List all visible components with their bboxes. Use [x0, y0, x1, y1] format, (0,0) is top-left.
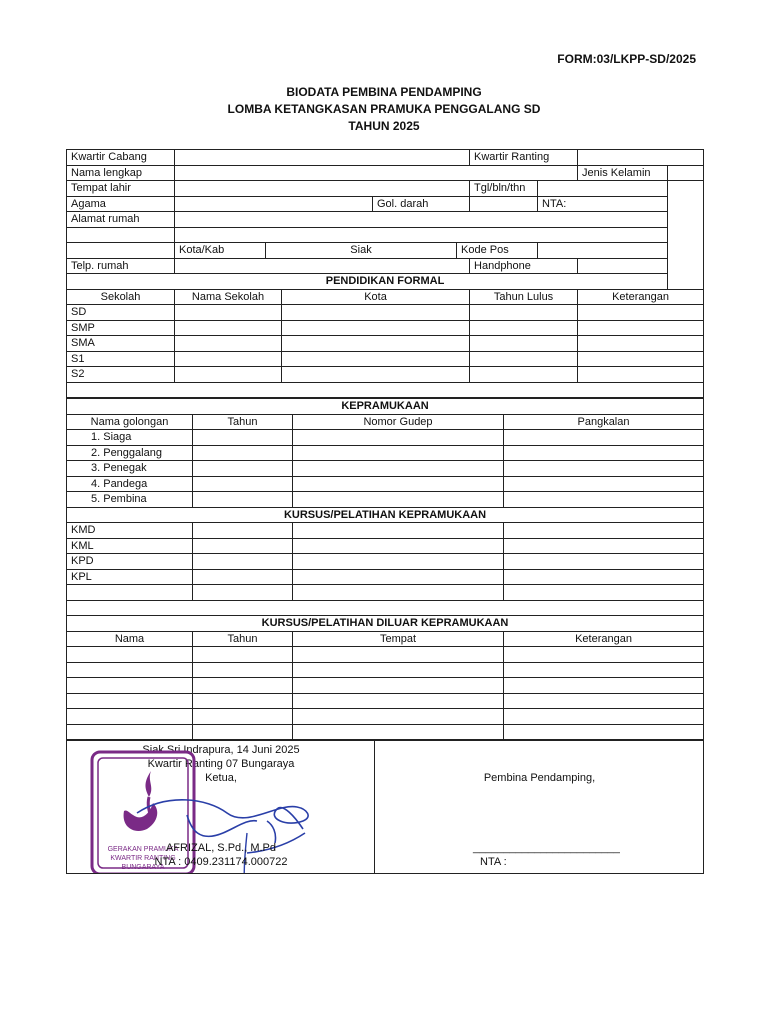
stamp-line-2: KWARTIR RANTING [110, 855, 176, 862]
cell-nomor-gudep[interactable] [293, 492, 504, 508]
field-kode-pos[interactable] [538, 243, 668, 259]
table-row [67, 320, 704, 336]
table-row [67, 430, 704, 446]
cell-tahun[interactable] [193, 523, 293, 539]
cell-tempat[interactable] [293, 662, 504, 678]
cell-keterangan[interactable] [578, 320, 704, 336]
table-row [67, 538, 704, 554]
cell-nama-sekolah[interactable] [175, 336, 282, 352]
field-tgl-bln-thn[interactable] [538, 181, 668, 197]
label-kota-kab: Kota/Kab [175, 243, 266, 259]
table-row [67, 662, 704, 678]
row-label-sd: SD [67, 305, 175, 321]
cell-pangkalan[interactable] [504, 461, 704, 477]
cell-kota[interactable] [282, 367, 470, 383]
header-nomor-gudep: Nomor Gudep [293, 414, 504, 430]
cell-tempat[interactable] [293, 709, 504, 725]
signature-left [67, 741, 375, 874]
label-telp-rumah: Telp. rumah [67, 258, 175, 274]
label-jenis-kelamin: Jenis Kelamin [578, 165, 668, 181]
cell-pangkalan[interactable] [504, 445, 704, 461]
cell-tahun-lulus[interactable] [470, 351, 578, 367]
row-label-siaga: 1. Siaga [67, 430, 193, 446]
field-alamat-rumah[interactable] [175, 212, 668, 228]
header-tahun: Tahun [193, 414, 293, 430]
row-label-penegak: 3. Penegak [67, 461, 193, 477]
cell-nama-sekolah[interactable] [175, 320, 282, 336]
cell-tahun-lulus[interactable] [470, 305, 578, 321]
cell-keterangan[interactable] [504, 538, 704, 554]
label-nama-lengkap: Nama lengkap [67, 165, 175, 181]
cell-nomor-gudep[interactable] [293, 445, 504, 461]
section-pendidikan-formal: PENDIDIKAN FORMAL [67, 274, 704, 290]
table-row [67, 305, 704, 321]
table-row [67, 476, 704, 492]
spacer-row [67, 600, 704, 616]
cell-tempat[interactable] [293, 724, 504, 740]
cell-keterangan[interactable] [504, 709, 704, 725]
sign-role: Ketua, [205, 772, 237, 784]
signature-table [66, 740, 704, 874]
label-kwartir-ranting: Kwartir Ranting [470, 150, 578, 166]
form-code: FORM:03/LKPP-SD/2025 [557, 52, 696, 66]
table-row [67, 554, 704, 570]
table-row [67, 693, 704, 709]
cell-keterangan[interactable] [578, 336, 704, 352]
cell-tahun[interactable] [193, 476, 293, 492]
cell-keterangan[interactable] [504, 693, 704, 709]
cell-kota[interactable] [282, 336, 470, 352]
field-nama-lengkap[interactable] [175, 165, 578, 181]
signature-right [375, 741, 704, 874]
cell-keterangan[interactable] [578, 351, 704, 367]
cell-tahun[interactable] [193, 538, 293, 554]
section-kepramukaan: KEPRAMUKAAN [67, 399, 704, 415]
section-kursus-kepramukaan: KURSUS/PELATIHAN KEPRAMUKAAN [67, 507, 704, 523]
cell-nama-sekolah[interactable] [175, 351, 282, 367]
sign-name: AFRIZAL, S.Pd., M.Pd [165, 842, 277, 854]
title-line-2: LOMBA KETANGKASAN PRAMUKA PENGGALANG SD [227, 102, 541, 116]
row-label-blank [67, 585, 193, 601]
table-row [67, 709, 704, 725]
table-row [67, 678, 704, 694]
cell-nama[interactable] [67, 709, 193, 725]
cell-tahun-lulus[interactable] [470, 320, 578, 336]
title-line-1: BIODATA PEMBINA PENDAMPING [286, 85, 482, 99]
right-role: Pembina Pendamping, [483, 772, 596, 784]
cell-keterangan[interactable] [578, 305, 704, 321]
cell-tahun[interactable] [193, 492, 293, 508]
biodata-table [66, 149, 704, 398]
cell-tahun-lulus[interactable] [470, 336, 578, 352]
cell-nomor-gudep[interactable] [293, 430, 504, 446]
sign-place-date: Siak Sri Indrapura, 14 Juni 2025 [142, 744, 300, 756]
cell-tahun[interactable] [193, 585, 293, 601]
table-row [67, 445, 704, 461]
table-row [67, 523, 704, 539]
cell-tahun[interactable] [193, 709, 293, 725]
label-gol-darah: Gol. darah [373, 196, 470, 212]
row-label-s1: S1 [67, 351, 175, 367]
field-alamat-label-2 [67, 227, 175, 243]
cell-tempat[interactable] [293, 585, 504, 601]
table-row [67, 492, 704, 508]
cell-nama[interactable] [67, 693, 193, 709]
title-line-3: TAHUN 2025 [348, 119, 420, 133]
row-label-kpl: KPL [67, 569, 193, 585]
row-label-kmd: KMD [67, 523, 193, 539]
cell-keterangan[interactable] [578, 367, 704, 383]
table-row [67, 724, 704, 740]
cell-tempat[interactable] [293, 569, 504, 585]
cell-kota[interactable] [282, 305, 470, 321]
field-handphone[interactable] [578, 258, 668, 274]
cell-tempat[interactable] [293, 678, 504, 694]
stamp-line-3: BUNGARAYA [121, 864, 165, 871]
cell-keterangan[interactable] [504, 585, 704, 601]
cell-tahun[interactable] [193, 461, 293, 477]
cell-tahun[interactable] [193, 554, 293, 570]
row-label-pandega: 4. Pandega [67, 476, 193, 492]
cell-keterangan[interactable] [504, 554, 704, 570]
cell-tahun[interactable] [193, 647, 293, 663]
table-row [67, 585, 704, 601]
right-signature-line: ________________________ [473, 842, 620, 854]
field-kwartir-ranting[interactable] [578, 150, 704, 166]
cell-nama[interactable] [67, 662, 193, 678]
section-kursus-diluar: KURSUS/PELATIHAN DILUAR KEPRAMUKAAN [67, 616, 704, 632]
cell-keterangan[interactable] [504, 647, 704, 663]
cell-tahun[interactable] [193, 662, 293, 678]
row-label-sma: SMA [67, 336, 175, 352]
header-tahun-lulus: Tahun Lulus [470, 289, 578, 305]
header-keterangan: Keterangan [578, 289, 704, 305]
cell-tempat[interactable] [293, 693, 504, 709]
cell-tempat[interactable] [293, 647, 504, 663]
cell-pangkalan[interactable] [504, 492, 704, 508]
header-nama-golongan: Nama golongan [67, 414, 193, 430]
field-jenis-kelamin[interactable] [668, 165, 704, 181]
cell-tahun[interactable] [193, 693, 293, 709]
biodata-form [66, 149, 703, 874]
cell-keterangan[interactable] [504, 662, 704, 678]
cell-tahun[interactable] [193, 678, 293, 694]
spacer-row [67, 382, 704, 398]
cell-tahun-lulus[interactable] [470, 367, 578, 383]
cell-tahun[interactable] [193, 430, 293, 446]
cell-keterangan[interactable] [504, 523, 704, 539]
form-title [0, 84, 768, 135]
cell-nomor-gudep[interactable] [293, 476, 504, 492]
header-pangkalan: Pangkalan [504, 414, 704, 430]
header-nama-sekolah: Nama Sekolah [175, 289, 282, 305]
cell-kota[interactable] [282, 320, 470, 336]
row-label-smp: SMP [67, 320, 175, 336]
table-row [67, 461, 704, 477]
label-nta: NTA: [538, 196, 668, 212]
header-tempat: Tempat [293, 631, 504, 647]
cell-keterangan[interactable] [504, 678, 704, 694]
cell-tempat[interactable] [293, 538, 504, 554]
cell-keterangan[interactable] [504, 569, 704, 585]
field-gol-darah[interactable] [470, 196, 538, 212]
right-nta: NTA : [480, 856, 507, 868]
cell-nama[interactable] [67, 647, 193, 663]
field-kota-kab[interactable]: Siak [266, 243, 457, 259]
header-tahun: Tahun [193, 631, 293, 647]
cell-tahun[interactable] [193, 445, 293, 461]
label-alamat-rumah: Alamat rumah [67, 212, 175, 228]
cell-pangkalan[interactable] [504, 430, 704, 446]
stamp-line-1: GERAKAN PRAMUKA [107, 846, 179, 853]
cell-tempat[interactable] [293, 523, 504, 539]
sign-nta: NTA : 0409.231174.000722 [154, 856, 288, 868]
cell-nama[interactable] [67, 724, 193, 740]
table-row [67, 351, 704, 367]
label-handphone: Handphone [470, 258, 578, 274]
label-tempat-lahir: Tempat lahir [67, 181, 175, 197]
table-row [67, 647, 704, 663]
header-nama: Nama [67, 631, 193, 647]
table-row [67, 569, 704, 585]
row-label-s2: S2 [67, 367, 175, 383]
row-label-kml: KML [67, 538, 193, 554]
sign-org: Kwartir Ranting 07 Bungaraya [147, 758, 295, 770]
field-kwartir-cabang[interactable] [175, 150, 470, 166]
label-kode-pos: Kode Pos [457, 243, 538, 259]
cell-nomor-gudep[interactable] [293, 461, 504, 477]
label-agama: Agama [67, 196, 175, 212]
cell-tempat[interactable] [293, 554, 504, 570]
cell-nama[interactable] [67, 678, 193, 694]
cell-tahun[interactable] [193, 569, 293, 585]
cell-pangkalan[interactable] [504, 476, 704, 492]
label-tgl-bln-thn: Tgl/bln/thn [470, 181, 538, 197]
header-sekolah: Sekolah [67, 289, 175, 305]
label-kwartir-cabang: Kwartir Cabang [67, 150, 175, 166]
kepramukaan-table [66, 398, 704, 740]
field-telp-rumah[interactable] [175, 258, 470, 274]
field-agama[interactable] [175, 196, 373, 212]
cell-keterangan[interactable] [504, 724, 704, 740]
table-row [67, 367, 704, 383]
row-label-kpd: KPD [67, 554, 193, 570]
field-alamat-rumah-2[interactable] [175, 227, 668, 243]
cell-kota[interactable] [282, 351, 470, 367]
table-row [67, 336, 704, 352]
row-label-pembina: 5. Pembina [67, 492, 193, 508]
cell-nama-sekolah[interactable] [175, 305, 282, 321]
field-tempat-lahir[interactable] [175, 181, 470, 197]
row-label-penggalang: 2. Penggalang [67, 445, 193, 461]
header-kota: Kota [282, 289, 470, 305]
cell-nama-sekolah[interactable] [175, 367, 282, 383]
field-alamat-label-3 [67, 243, 175, 259]
cell-tahun[interactable] [193, 724, 293, 740]
header-keterangan: Keterangan [504, 631, 704, 647]
